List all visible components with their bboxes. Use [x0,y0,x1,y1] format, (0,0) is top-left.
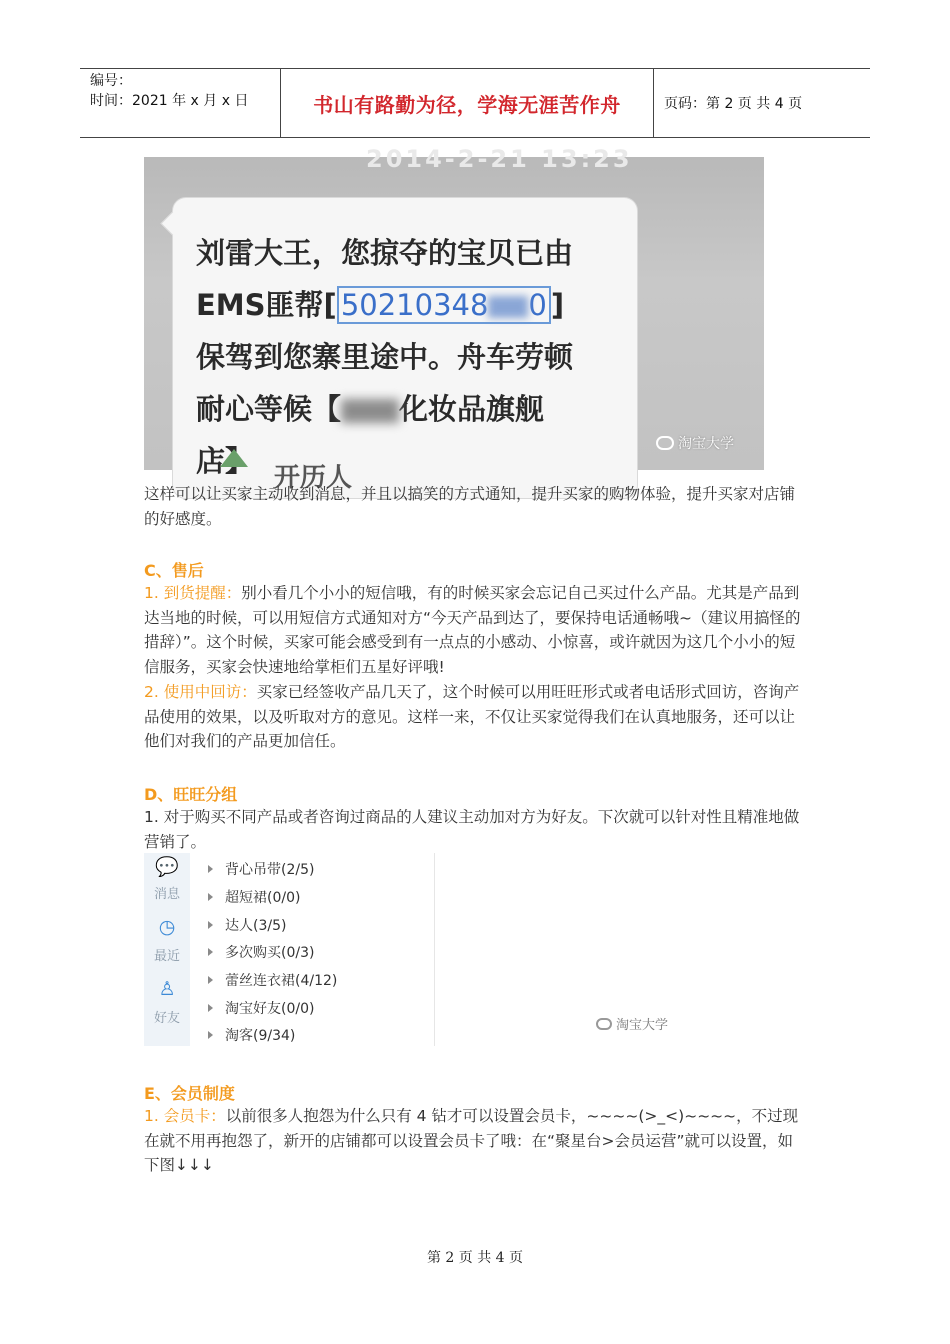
sms-watermark: 淘宝大学 [656,433,734,453]
wechat-icon [656,436,674,450]
motto: 书山有路勤为径，学海无涯苦作舟 [313,92,621,117]
expand-arrow-icon [208,1004,213,1012]
sms-line-2: EMS匪帮[ 50210348 0 ] [196,288,565,322]
ww-sidebar-label-friends[interactable]: 好友 [153,1011,180,1026]
ww-group-row[interactable]: 多次购买(0/3) [200,938,314,965]
section-c-item-2-text: 买家已经签收产品几天了，这个时候可以用旺旺形式或者电话形式回访，咨询产品使用的效果，以及听取对方的意见。这样一来，不仅让买家觉得我们在认真地服务，还可以让他们对我们的产品更加信任。 [144,683,800,750]
section-d-heading: D、旺旺分组 [144,785,238,804]
section-e-item-1 [144,1104,808,1178]
ww-group-row[interactable]: 达人(3/5) [200,911,286,938]
ww-sidebar [144,853,190,1046]
section-c-item-2-label: 2. 使用中回访： [144,683,257,701]
blurred-shop-name [341,399,399,423]
sms-timestamp: 2014-2-21 13:23 [366,145,633,173]
wangwang-screenshot [144,853,696,1046]
sms-line-1: 刘雷大王，您掠夺的宝贝已由 [196,236,574,270]
section-c-heading: C、售后 [144,561,204,580]
expand-arrow-icon [208,893,213,901]
section-e-heading: E、会员制度 [144,1084,235,1103]
sms-bottom-text: 开历人 [274,463,353,493]
date-label: 时间：2021 年 x 月 x 日 [90,93,249,109]
section-e-item-1-label: 1. 会员卡： [144,1107,226,1125]
section-c-item-1-text: 别小看几个小小的短信哦，有的时候买家会忘记自己买过什么产品。尤其是产品到达当地的时候，可以用短信方式通知对方“今天产品到达了，要保持电话通畅哦~（建议用搞怪的措辞）”。这个时候，买家可能会感受到有一点点的小感动、小惊喜，或许就因为这几个小小的短信服务，买家会快速地给掌柜们五星好评哦! [144,584,801,676]
expand-arrow-icon [208,1031,213,1039]
number-label: 编号： [90,73,132,89]
expand-arrow-icon [208,948,213,956]
ww-group-row[interactable]: 背心吊带(2/5) [200,855,314,882]
person-icon[interactable]: ♙ [158,978,176,1000]
sms-line-5: 店】 [196,444,255,478]
para-after-sms: 这样可以让买家主动收到消息，并且以搞笑的方式通知，提升买家的购物体验，提升买家对店铺的好感度。 [144,485,796,528]
expand-arrow-icon [208,865,213,873]
header-page-cell [654,69,870,137]
sms-screenshot [144,145,764,493]
chat-bubble-icon[interactable]: 💬 [155,856,179,878]
ww-group-row[interactable]: 淘宝好友(0/0) [200,994,314,1021]
section-c-item-1 [144,581,808,679]
sms-line-3: 保驾到您寨里途中。舟车劳顿 [196,340,574,374]
sms-line-2-prefix: EMS匪帮[ [196,288,337,322]
ww-group-row[interactable]: 超短裙(0/0) [200,883,300,910]
blurred-digits [488,296,528,318]
section-c-item-1-label: 1. 到货提醒： [144,584,242,602]
section-d-item-1: 1. 对于购买不同产品或者咨询过商品的人建议主动加对方为好友。下次就可以针对性且精准地做营销了。 [144,808,800,851]
house-icon [220,449,248,467]
ww-sidebar-label-recent[interactable]: 最近 [153,949,180,964]
page-footer: 第 2 页 共 4 页 [426,1250,524,1266]
document-header [80,68,870,138]
expand-arrow-icon [208,921,213,929]
ww-watermark: 淘宝大学 [596,1014,668,1033]
section-c-item-2 [144,680,808,754]
header-motto-cell [281,69,654,137]
clock-icon[interactable]: ◷ [158,916,176,938]
ww-group-row[interactable]: 蕾丝连衣裙(4/12) [200,966,337,993]
header-meta-cell [80,69,281,137]
ww-sidebar-label-messages[interactable]: 消息 [153,887,180,902]
wechat-icon [596,1018,612,1030]
page-label: 页码：第 2 页 共 4 页 [664,96,803,112]
section-e-item-1-text: 以前很多人抱怨为什么只有 4 钻才可以设置会员卡，~~~~(>_<)~~~~，不过现在就不用再抱怨了，新开的店铺都可以设置会员卡了哦：在“聚星台>会员运营”就可以设置，如下图↓↓↓ [144,1107,799,1174]
expand-arrow-icon [208,976,213,984]
tracking-number: 50210348 0 [337,286,551,324]
sms-line-4: 耐心等候【 化妆品旗舰 [196,392,545,426]
sms-message [196,227,616,487]
ww-group-row[interactable]: 淘客(9/34) [200,1021,295,1048]
ww-group-list [200,853,435,1046]
